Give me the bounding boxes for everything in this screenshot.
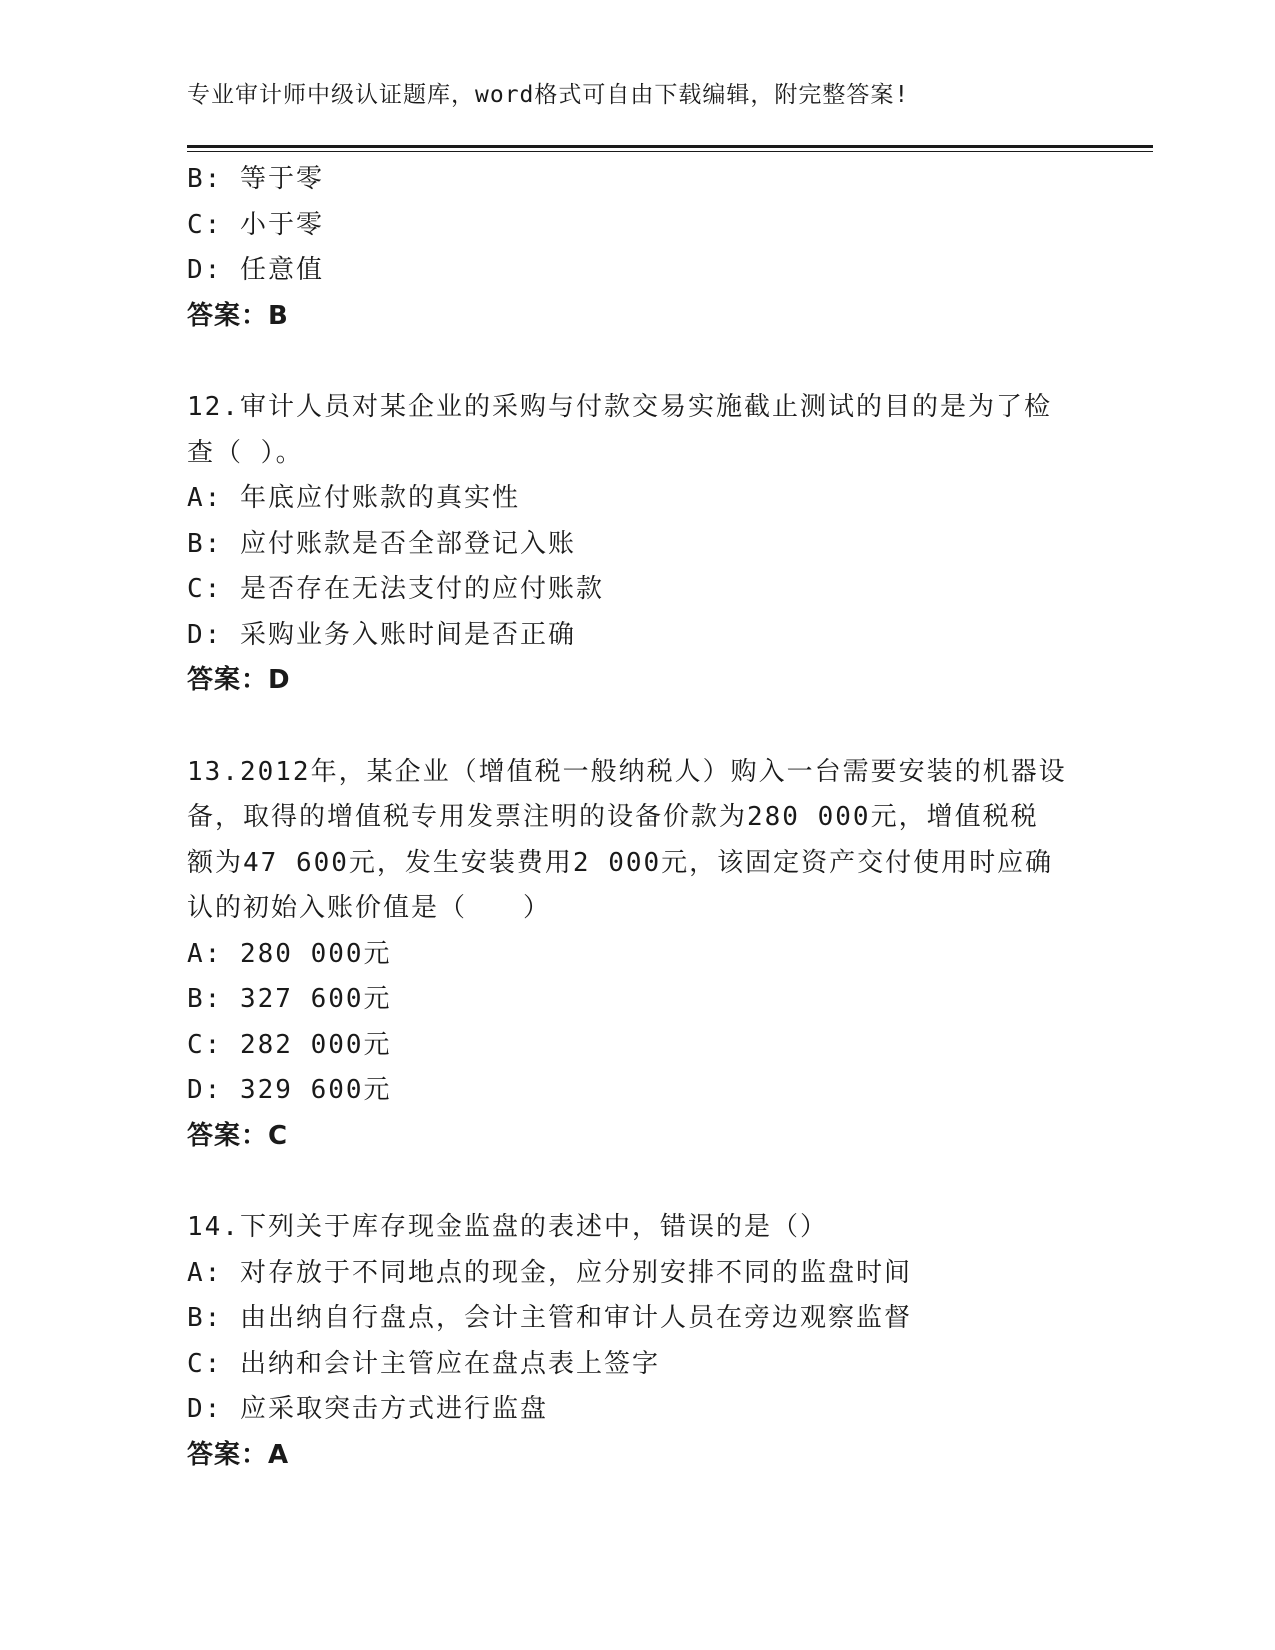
option-d: D: 329 600元 (187, 1075, 392, 1105)
option-c: C: 小于零 (187, 209, 324, 240)
answer-label: 答案：C (187, 1120, 289, 1151)
question-stem: 13.2012年，某企业（增值税一般纳税人）购入一台需要安装的机器设 (187, 756, 1067, 787)
option-d: D: 采购业务入账时间是否正确 (187, 619, 576, 650)
answer-label: 答案：A (187, 1439, 290, 1470)
question-stem: 12.审计人员对某企业的采购与付款交易实施截止测试的目的是为了检 (187, 392, 1052, 422)
option-c: C: 出纳和会计主管应在盘点表上签字 (187, 1348, 660, 1379)
option-b: B: 由出纳自行盘点，会计主管和审计人员在旁边观察监督 (187, 1303, 912, 1333)
question-14 (187, 1205, 1087, 1478)
question-list (187, 157, 1087, 1478)
question-stem: 14.下列关于库存现金监盘的表述中，错误的是（） (187, 1212, 828, 1242)
option-d: D: 任意值 (187, 255, 324, 285)
question-13 (187, 750, 1087, 1160)
spacer (187, 704, 1087, 750)
option-a: A: 280 000元 (187, 938, 392, 969)
question-stem: 查（ ）。 (187, 437, 304, 468)
option-a: A: 年底应付账款的真实性 (187, 483, 520, 513)
option-b: B: 327 600元 (187, 984, 392, 1014)
header-rule-thick (187, 145, 1153, 148)
option-a: A: 对存放于不同地点的现金，应分别安排不同的监盘时间 (187, 1257, 912, 1288)
answer-label: 答案：B (187, 300, 289, 331)
question-stem: 额为47 600元，发生安装费用2 000元，该固定资产交付使用时应确 (187, 847, 1054, 878)
option-c: C: 是否存在无法支付的应付账款 (187, 574, 604, 604)
option-b: B: 应付账款是否全部登记入账 (187, 528, 576, 559)
question-stem: 认的初始入账价值是（ ） (187, 893, 552, 923)
header-rule-thin (187, 151, 1153, 152)
option-b: B: 等于零 (187, 164, 324, 194)
option-c: C: 282 000元 (187, 1029, 392, 1060)
page-header: 专业审计师中级认证题库，word格式可自由下载编辑，附完整答案! (187, 82, 910, 108)
spacer (187, 339, 1087, 385)
spacer (187, 1159, 1087, 1205)
answer-label: 答案：D (187, 665, 291, 695)
question-11-tail (187, 157, 1087, 339)
option-d: D: 应采取突击方式进行监盘 (187, 1394, 548, 1424)
question-stem: 备，取得的增值税专用发票注明的设备价款为280 000元，增值税税 (187, 802, 1039, 832)
question-12 (187, 385, 1087, 704)
